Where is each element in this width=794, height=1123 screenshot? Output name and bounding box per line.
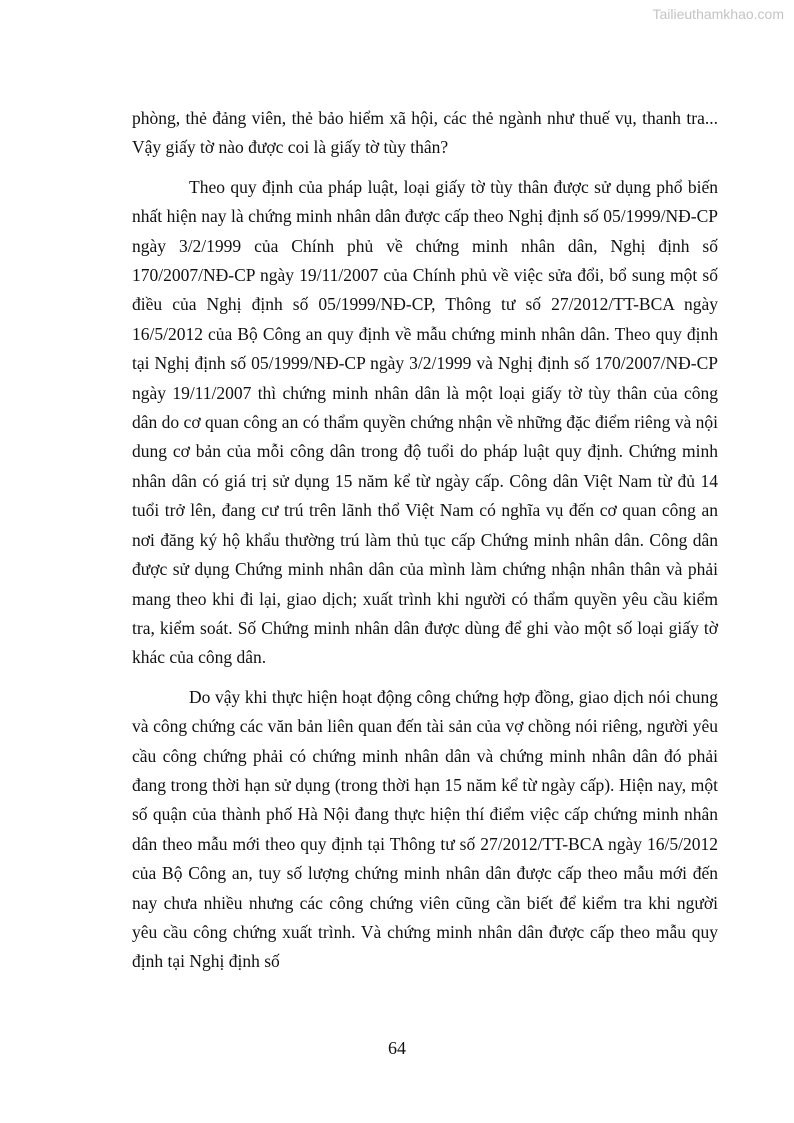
document-body: [132, 104, 718, 977]
paragraph-id-documents: Theo quy định của pháp luật, loại giấy tờ tùy thân được sử dụng phổ biến nhất hiện nay là chứng minh nhân dân được cấp theo Nghị định số 05/1999/NĐ-CP ngày 3/2/1999 của Chính phủ về chứng minh nhân dân, Nghị định số 170/2007/NĐ-CP ngày 19/11/2007 của Chính phủ về việc sửa đổi, bổ sung một số điều của Nghị định số 05/1999/NĐ-CP, Thông tư số 27/2012/TT-BCA ngày 16/5/2012 của Bộ Công an quy định về mẫu chứng minh nhân dân. Theo quy định tại Nghị định số 05/1999/NĐ-CP ngày 3/2/1999 và Nghị định số 170/2007/NĐ-CP ngày 19/11/2007 thì chứng minh nhân dân là một loại giấy tờ tùy thân của công dân do cơ quan công an có thẩm quyền chứng nhận về những đặc điểm riêng và nội dung cơ bản của mỗi công dân trong độ tuổi do pháp luật quy định. Chứng minh nhân dân có giá trị sử dụng 15 năm kể từ ngày cấp. Công dân Việt Nam từ đủ 14 tuổi trở lên, đang cư trú trên lãnh thổ Việt Nam có nghĩa vụ đến cơ quan công an nơi đăng ký hộ khẩu thường trú làm thủ tục cấp Chứng minh nhân dân. Công dân được sử dụng Chứng minh nhân dân của mình làm chứng nhận nhân thân và phải mang theo khi đi lại, giao dịch; xuất trình khi người có thẩm quyền yêu cầu kiểm tra, kiểm soát. Số Chứng minh nhân dân được dùng để ghi vào một số loại giấy tờ khác của công dân.: [132, 176, 718, 668]
page-number: 64: [388, 1038, 406, 1058]
paragraph-notarization: Do vậy khi thực hiện hoạt động công chứng hợp đồng, giao dịch nói chung và công chứng các văn bản liên quan đến tài sản của vợ chồng nói riêng, người yêu cầu công chứng phải có chứng minh nhân dân và chứng minh nhân dân đó phải đang trong thời hạn sử dụng (trong thời hạn 15 năm kể từ ngày cấp). Hiện nay, một số quận của thành phố Hà Nội đang thực hiện thí điểm việc cấp chứng minh nhân dân theo mẫu mới theo quy định tại Thông tư số 27/2012/TT-BCA ngày 16/5/2012 của Bộ Công an, tuy số lượng chứng minh nhân dân được cấp theo mẫu mới đến nay chưa nhiều nhưng các công chứng viên cũng cần biết để kiểm tra khi người yêu cầu công chứng xuất trình. Và chứng minh nhân dân được cấp theo mẫu quy định tại Nghị định số: [132, 686, 718, 972]
watermark: Tailieuthamkhao.com: [652, 6, 784, 22]
paragraph-continuation: phòng, thẻ đảng viên, thẻ bảo hiểm xã hội, các thẻ ngành như thuế vụ, thanh tra... Vậy giấy tờ nào được coi là giấy tờ tùy thân?: [132, 108, 718, 158]
